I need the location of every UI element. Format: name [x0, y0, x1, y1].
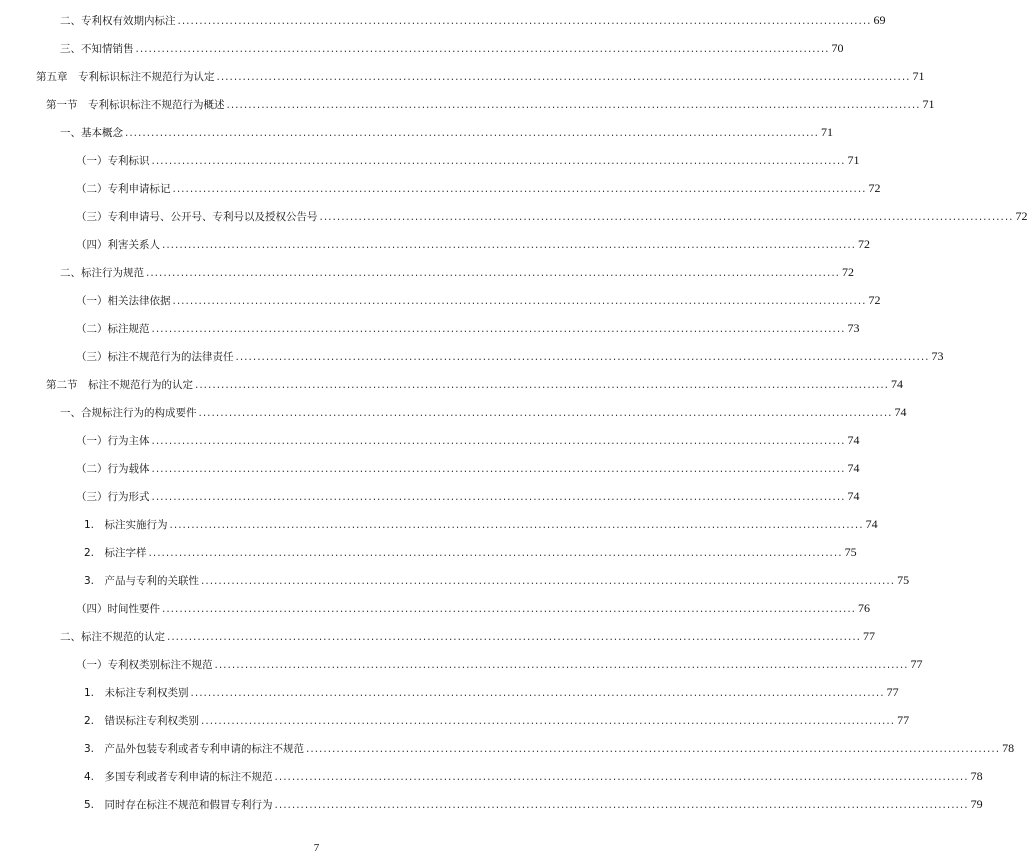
toc-entry-label: （三）专利申请号、公开号、专利号以及授权公告号	[76, 211, 318, 223]
toc-entry[interactable]	[84, 682, 899, 702]
toc-leader: ................................................................................................................................................................	[201, 715, 896, 727]
toc-page-number: 71	[922, 97, 935, 111]
toc-page-number: 74	[894, 405, 907, 419]
toc-entry-label: （三）行为形式	[76, 491, 150, 503]
toc-page-number: 70	[831, 41, 844, 55]
toc-leader: ................................................................................................................................................................	[201, 575, 896, 587]
toc-entry[interactable]	[46, 374, 904, 394]
toc-entry[interactable]	[46, 94, 935, 114]
toc-page-number: 78	[1002, 741, 1015, 755]
toc-entry-label: 二、标注行为规范	[60, 267, 144, 279]
toc-page-number: 75	[844, 545, 857, 559]
toc-entry[interactable]	[76, 206, 1028, 226]
toc-page-number: 72	[858, 237, 871, 251]
toc-page-number: 74	[847, 433, 860, 447]
toc-entry[interactable]	[60, 122, 834, 142]
toc-entry[interactable]	[84, 710, 910, 730]
toc-leader: ................................................................................................................................................................	[274, 799, 969, 811]
toc-page-number: 71	[847, 153, 860, 167]
toc-page-number: 77	[897, 713, 910, 727]
toc-leader: ................................................................................................................................................................	[146, 267, 841, 279]
toc-entry-label: 1. 未标注专利权类别	[84, 687, 189, 699]
toc-entry-label: 1. 标注实施行为	[84, 519, 168, 531]
toc-entry-label: 第一节 专利标识标注不规范行为概述	[46, 99, 225, 111]
toc-page-number: 73	[847, 321, 860, 335]
toc-entry-label: 3. 产品外包装专利或者专利申请的标注不规范	[84, 743, 305, 755]
toc-page-number: 74	[847, 461, 860, 475]
toc-entry-label: （一）专利权类别标注不规范	[76, 659, 213, 671]
toc-leader: ................................................................................................................................................................	[177, 15, 872, 27]
toc-entry-label: 二、标注不规范的认定	[60, 631, 165, 643]
toc-page-number: 71	[912, 69, 925, 83]
toc-entry[interactable]	[36, 66, 925, 86]
toc-page-number: 76	[858, 601, 871, 615]
toc-entry[interactable]	[60, 10, 886, 30]
toc-entry[interactable]	[76, 486, 860, 506]
toc-leader: ................................................................................................................................................................	[151, 463, 846, 475]
toc-entry[interactable]	[76, 234, 871, 254]
toc-page-number: 71	[821, 125, 834, 139]
toc-entry[interactable]	[60, 38, 844, 58]
toc-leader: ................................................................................................................................................................	[198, 407, 893, 419]
toc-entry-label: （二）行为载体	[76, 463, 150, 475]
toc-entry-label: （三）标注不规范行为的法律责任	[76, 351, 234, 363]
toc-leader: ................................................................................................................................................................	[167, 631, 862, 643]
toc-entry[interactable]	[76, 178, 881, 198]
toc-leader: ................................................................................................................................................................	[151, 323, 846, 335]
toc-leader: ................................................................................................................................................................	[190, 687, 885, 699]
toc-leader: ................................................................................................................................................................	[172, 183, 867, 195]
toc-entry-label: 第五章 专利标识标注不规范行为认定	[36, 71, 215, 83]
toc-entry-label: （四）时间性要件	[76, 603, 160, 615]
toc-entry[interactable]	[84, 570, 910, 590]
toc-entry[interactable]	[76, 458, 860, 478]
toc-entry[interactable]	[60, 262, 855, 282]
toc-entry[interactable]	[84, 542, 857, 562]
toc-leader: ................................................................................................................................................................	[148, 547, 843, 559]
toc-entry-label: （二）标注规范	[76, 323, 150, 335]
toc-leader: ................................................................................................................................................................	[172, 295, 867, 307]
toc-entry[interactable]	[76, 150, 860, 170]
toc-page-number: 77	[886, 685, 899, 699]
toc-leader: ................................................................................................................................................................	[319, 211, 1014, 223]
toc-page-number: 73	[931, 349, 944, 363]
toc-entry[interactable]	[84, 514, 878, 534]
toc-entry-label: 第二节 标注不规范行为的认定	[46, 379, 193, 391]
toc-leader: ................................................................................................................................................................	[151, 435, 846, 447]
toc-page-number: 72	[842, 265, 855, 279]
page-number: 7	[313, 842, 320, 854]
toc-page-number: 72	[868, 181, 881, 195]
toc-leader: ................................................................................................................................................................	[235, 351, 930, 363]
toc-entry-label: 二、专利权有效期内标注	[60, 15, 176, 27]
toc-page-number: 75	[897, 573, 910, 587]
toc-entry-label: 一、合规标注行为的构成要件	[60, 407, 197, 419]
toc-entry[interactable]	[76, 346, 944, 366]
toc-entry[interactable]	[76, 654, 923, 674]
toc-page-number: 72	[1015, 209, 1028, 223]
toc-leader: ................................................................................................................................................................	[125, 127, 820, 139]
toc-entry-label: 一、基本概念	[60, 127, 123, 139]
toc-leader: ................................................................................................................................................................	[162, 239, 857, 251]
toc-leader: ................................................................................................................................................................	[274, 771, 969, 783]
toc-entry-label: 2. 错误标注专利权类别	[84, 715, 200, 727]
toc-leader: ................................................................................................................................................................	[306, 743, 1001, 755]
toc-entry[interactable]	[76, 598, 871, 618]
toc-entry[interactable]	[76, 290, 881, 310]
toc-leader: ................................................................................................................................................................	[169, 519, 864, 531]
toc-entry-label: （二）专利申请标记	[76, 183, 171, 195]
toc-leader: ................................................................................................................................................................	[135, 43, 830, 55]
toc-entry-label: （一）行为主体	[76, 435, 150, 447]
toc-entry-label: 3. 产品与专利的关联性	[84, 575, 200, 587]
toc-entry-label: （四）利害关系人	[76, 239, 160, 251]
toc-entry[interactable]	[84, 766, 983, 786]
toc-entry-label: 2. 标注字样	[84, 547, 147, 559]
toc-leader: ................................................................................................................................................................	[162, 603, 857, 615]
toc-entry[interactable]	[76, 430, 860, 450]
toc-entry[interactable]	[60, 402, 907, 422]
toc-entry-label: 三、不知情销售	[60, 43, 134, 55]
toc-page-number: 77	[863, 629, 876, 643]
toc-leader: ................................................................................................................................................................	[151, 155, 846, 167]
toc-page-number: 72	[868, 293, 881, 307]
toc-page-number: 74	[891, 377, 904, 391]
toc-entry-label: 4. 多国专利或者专利申请的标注不规范	[84, 771, 273, 783]
toc-entry-label: （一）相关法律依据	[76, 295, 171, 307]
toc-leader: ................................................................................................................................................................	[226, 99, 921, 111]
toc-page-number: 78	[970, 769, 983, 783]
toc-entry-label: （一）专利标识	[76, 155, 150, 167]
toc-entry[interactable]	[84, 794, 983, 814]
toc-leader: ................................................................................................................................................................	[195, 379, 890, 391]
toc-entry[interactable]	[60, 626, 876, 646]
toc-entry[interactable]	[76, 318, 860, 338]
toc-page-number: 79	[970, 797, 983, 811]
toc-entry-label: 5. 同时存在标注不规范和假冒专利行为	[84, 799, 273, 811]
toc-page-number: 77	[910, 657, 923, 671]
toc-page-number: 69	[873, 13, 886, 27]
toc-leader: ................................................................................................................................................................	[214, 659, 909, 671]
toc-entry[interactable]	[84, 738, 1015, 758]
toc-page-number: 74	[847, 489, 860, 503]
toc-leader: ................................................................................................................................................................	[216, 71, 911, 83]
toc-leader: ................................................................................................................................................................	[151, 491, 846, 503]
toc-page-number: 74	[865, 517, 878, 531]
